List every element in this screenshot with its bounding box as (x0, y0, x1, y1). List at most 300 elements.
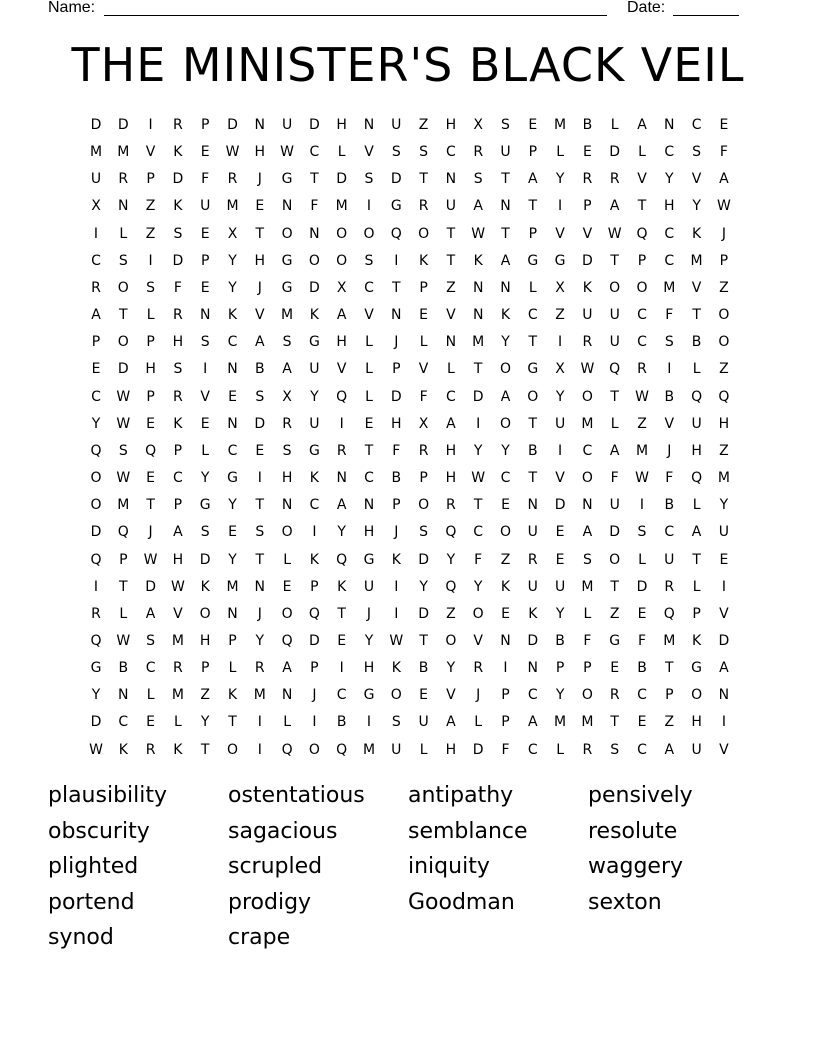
grid-letter: Y (228, 252, 237, 269)
grid-letter: W (116, 415, 131, 432)
grid-letter: Q (445, 524, 457, 541)
letter-grid (82, 112, 738, 764)
header (0, 0, 816, 20)
grid-letter: I (312, 714, 317, 731)
grid-letter: G (527, 252, 539, 269)
grid-letter: D (390, 171, 402, 188)
grid-letter: R (473, 144, 484, 161)
grid-row (82, 682, 738, 709)
grid-letter: U (90, 171, 102, 188)
grid-letter: T (119, 307, 128, 324)
grid-letter: M (226, 578, 239, 595)
grid-letter: S (501, 117, 510, 133)
grid-letter: G (363, 551, 375, 568)
grid-letter: E (91, 361, 101, 378)
grid-letter: Y (446, 551, 456, 568)
grid-letter: O (581, 687, 593, 704)
grid-letter: O (499, 524, 512, 541)
grid-row (82, 737, 738, 764)
grid-letter: N (445, 171, 457, 188)
grid-letter: E (419, 307, 429, 324)
grid-letter: D (390, 388, 402, 405)
grid-letter: F (665, 307, 674, 324)
grid-letter: L (365, 334, 373, 351)
grid-letter: T (610, 252, 619, 269)
grid-letter: H (718, 415, 730, 432)
grid-letter: W (225, 144, 240, 161)
grid-letter: S (364, 252, 374, 269)
grid-letter: M (117, 497, 130, 514)
grid-letter: W (389, 632, 404, 649)
grid-letter: H (281, 470, 293, 487)
grid-letter: R (664, 578, 675, 595)
grid-letter: U (609, 334, 620, 351)
grid-letter: O (609, 551, 621, 568)
grid-letter: G (281, 279, 293, 296)
grid-letter: B (391, 470, 402, 487)
grid-letter: K (500, 578, 511, 595)
grid-letter: X (418, 415, 429, 432)
grid-letter: E (637, 605, 647, 622)
grid-letter: P (692, 605, 701, 622)
grid-letter: I (257, 741, 262, 758)
grid-letter: A (500, 252, 511, 269)
grid-letter: F (201, 171, 210, 188)
grid-letter: T (255, 225, 265, 242)
grid-letter: A (582, 524, 593, 541)
grid-letter: C (173, 470, 183, 487)
grid-letter: V (446, 307, 456, 324)
grid-letter: D (90, 117, 102, 133)
grid-letter: L (283, 714, 291, 731)
grid-letter: I (339, 660, 344, 677)
grid-letter: E (419, 687, 429, 704)
grid-letter: Y (310, 388, 319, 405)
grid-letter: P (392, 361, 401, 378)
word-list-item: waggery (588, 854, 684, 879)
grid-letter: A (528, 171, 538, 188)
grid-letter: D (609, 144, 621, 161)
grid-letter: S (255, 524, 265, 541)
grid-letter: N (281, 198, 293, 215)
grid-letter: I (257, 714, 262, 731)
grid-letter: N (118, 687, 129, 704)
grid-letter: V (691, 171, 702, 188)
grid-letter: Q (636, 225, 648, 242)
grid-letter: J (721, 225, 726, 242)
grid-letter: Y (555, 388, 565, 405)
grid-letter: Q (281, 632, 293, 649)
grid-letter: A (609, 442, 620, 459)
grid-letter: H (145, 361, 156, 378)
name-label: Name: (48, 0, 96, 16)
grid-letter: C (364, 279, 374, 296)
grid-letter: F (610, 470, 619, 487)
grid-letter: W (471, 470, 486, 487)
grid-letter: U (527, 524, 538, 541)
grid-letter: V (446, 687, 456, 704)
grid-letter: S (255, 388, 265, 405)
grid-letter: P (419, 470, 428, 487)
grid-letter: J (148, 524, 153, 541)
grid-letter: P (719, 252, 729, 269)
grid-letter: C (91, 252, 101, 269)
grid-letter: J (394, 524, 399, 541)
grid-letter: S (473, 171, 483, 188)
grid-letter: E (228, 524, 237, 541)
grid-letter: R (145, 741, 156, 758)
grid-letter: W (116, 470, 131, 487)
grid-letter: B (527, 442, 538, 459)
grid-letter: X (282, 388, 292, 405)
grid-letter: H (172, 551, 184, 568)
grid-letter: Z (555, 307, 565, 324)
grid-letter: V (555, 470, 565, 487)
grid-letter: L (228, 660, 237, 677)
grid-letter: I (394, 252, 399, 269)
grid-letter: C (227, 442, 238, 459)
grid-letter: V (145, 144, 156, 161)
grid-letter: Z (500, 551, 511, 568)
grid-letter: A (528, 714, 538, 731)
grid-letter: W (716, 198, 731, 215)
grid-letter: S (118, 252, 128, 269)
grid-letter: Y (255, 632, 265, 649)
grid-letter: T (473, 361, 483, 378)
grid-letter: X (555, 361, 565, 378)
grid-letter: S (391, 714, 401, 731)
grid-letter: Z (637, 415, 647, 432)
grid-letter: Y (200, 470, 210, 487)
grid-letter: V (173, 605, 183, 622)
grid-letter: M (690, 252, 703, 269)
grid-letter: R (336, 442, 347, 459)
grid-letter: Y (91, 687, 101, 704)
grid-letter: M (554, 117, 567, 133)
grid-letter: N (500, 279, 511, 296)
grid-letter: L (365, 388, 373, 405)
grid-letter: T (119, 578, 128, 595)
grid-letter: O (336, 252, 348, 269)
grid-letter: V (664, 415, 675, 432)
grid-letter: D (309, 279, 320, 296)
grid-letter: D (90, 524, 102, 541)
grid-letter: E (146, 415, 156, 432)
grid-letter: I (558, 198, 563, 215)
grid-letter: E (228, 388, 237, 405)
grid-letter: M (554, 714, 567, 731)
grid-letter: K (692, 225, 702, 242)
grid-letter: K (309, 470, 319, 487)
grid-letter: G (308, 442, 320, 459)
grid-letter: Y (555, 687, 565, 704)
word-list-item: synod (48, 925, 114, 950)
grid-letter: T (665, 660, 674, 677)
word-list-item: crape (228, 925, 291, 950)
grid-letter: A (609, 198, 620, 215)
grid-letter: E (200, 144, 210, 161)
grid-letter: N (500, 632, 511, 649)
grid-letter: P (119, 551, 128, 568)
grid-letter: N (336, 470, 347, 487)
word-list-item: pensively (588, 783, 693, 808)
grid-letter: R (418, 442, 429, 459)
grid-letter: U (418, 714, 429, 731)
grid-letter: P (419, 279, 428, 296)
grid-letter: M (253, 687, 266, 704)
grid-letter: Y (473, 442, 483, 459)
grid-letter: C (446, 388, 456, 405)
grid-letter: Y (337, 524, 346, 541)
grid-letter: P (91, 334, 101, 351)
grid-letter: Y (473, 578, 483, 595)
grid-letter: N (254, 578, 266, 595)
grid-letter: T (610, 578, 619, 595)
grid-letter: Q (90, 632, 102, 649)
grid-letter: I (394, 605, 399, 622)
grid-letter: V (200, 388, 210, 405)
grid-letter: L (201, 442, 210, 459)
grid-letter: S (200, 334, 210, 351)
grid-letter: M (362, 741, 376, 758)
grid-letter: Y (665, 171, 674, 188)
grid-letter: K (173, 415, 183, 432)
grid-letter: Q (145, 442, 157, 459)
grid-letter: V (255, 307, 265, 324)
grid-letter: U (363, 578, 375, 595)
grid-letter: E (528, 117, 538, 133)
grid-letter: Q (336, 388, 348, 405)
grid-letter: H (445, 470, 457, 487)
grid-letter: N (664, 117, 675, 133)
grid-letter: T (501, 171, 510, 188)
word-list-item: scrupled (228, 854, 323, 879)
grid-letter: J (257, 605, 262, 622)
grid-letter: S (610, 741, 620, 758)
grid-letter: W (116, 388, 131, 405)
grid-letter: D (145, 578, 156, 595)
word-list-item: sagacious (228, 818, 338, 844)
grid-letter: O (499, 415, 512, 432)
grid-letter: N (363, 117, 375, 133)
grid-letter: U (582, 307, 593, 324)
word-list-item: ostentatious (228, 783, 365, 808)
grid-letter: E (255, 198, 265, 215)
grid-letter: R (227, 171, 238, 188)
grid-letter: X (473, 117, 483, 133)
grid-letter: S (146, 279, 156, 296)
grid-letter: M (581, 415, 594, 432)
grid-letter: L (556, 144, 564, 161)
grid-letter: G (691, 660, 703, 677)
grid-letter: Z (418, 117, 429, 133)
grid-letter: Q (390, 225, 402, 242)
grid-letter: S (391, 144, 401, 161)
grid-letter: G (390, 198, 402, 215)
grid-letter: P (173, 442, 183, 459)
grid-letter: C (637, 741, 647, 758)
grid-letter: I (312, 524, 317, 541)
grid-letter: B (691, 334, 702, 351)
grid-row (82, 438, 738, 465)
grid-letter: W (170, 578, 185, 595)
grid-letter: O (418, 497, 430, 514)
grid-letter: C (637, 307, 647, 324)
grid-letter: T (501, 225, 510, 242)
grid-letter: S (582, 551, 592, 568)
grid-letter: W (607, 225, 622, 242)
word-list-item: semblance (408, 818, 528, 844)
grid-letter: C (527, 741, 538, 758)
grid-letter: M (171, 632, 184, 649)
grid-letter: S (637, 524, 647, 541)
grid-letter: W (471, 225, 486, 242)
grid-letter: E (200, 415, 210, 432)
grid-letter: D (309, 632, 320, 649)
grid-letter: G (199, 497, 211, 514)
grid-letter: R (582, 171, 593, 188)
grid-letter: I (721, 714, 726, 731)
grid-letter: L (610, 117, 619, 133)
grid-row (82, 248, 738, 275)
grid-letter: L (146, 687, 155, 704)
grid-letter: O (718, 334, 730, 351)
grid-letter: N (445, 334, 457, 351)
grid-letter: D (227, 117, 238, 133)
grid-letter: I (366, 714, 372, 731)
grid-letter: A (282, 660, 292, 677)
grid-letter: Q (281, 741, 293, 758)
grid-letter: N (527, 497, 539, 514)
grid-letter: T (228, 714, 237, 731)
grid-letter: M (171, 687, 184, 704)
grid-letter: R (446, 497, 456, 514)
grid-letter: M (226, 198, 239, 215)
grid-letter: E (200, 279, 210, 296)
grid-letter: V (473, 632, 483, 649)
grid-letter: V (691, 279, 702, 296)
grid-letter: L (556, 741, 564, 758)
grid-letter: N (527, 660, 539, 677)
grid-letter: T (255, 497, 265, 514)
grid-letter: A (500, 388, 511, 405)
grid-letter: D (117, 361, 129, 378)
grid-letter: A (691, 524, 702, 541)
grid-letter: T (610, 714, 619, 731)
grid-letter: T (610, 388, 619, 405)
grid-letter: I (558, 442, 563, 459)
grid-letter: P (310, 660, 319, 677)
grid-letter: G (227, 470, 238, 487)
grid-letter: G (281, 171, 293, 188)
grid-letter: Y (228, 551, 237, 568)
grid-letter: D (117, 117, 129, 133)
grid-letter: T (200, 741, 210, 758)
grid-letter: K (582, 279, 592, 296)
grid-letter: S (200, 524, 210, 541)
grid-letter: N (227, 361, 238, 378)
grid-letter: T (146, 497, 155, 514)
grid-letter: X (555, 279, 565, 296)
grid-letter: P (200, 252, 210, 269)
grid-letter: S (364, 171, 374, 188)
grid-letter: M (472, 334, 485, 351)
grid-letter: K (309, 307, 319, 324)
grid-letter: Y (200, 714, 210, 731)
grid-letter: T (473, 497, 483, 514)
grid-letter: N (227, 415, 238, 432)
grid-letter: Y (501, 442, 510, 459)
grid-letter: L (638, 144, 646, 161)
grid-letter: V (637, 171, 647, 188)
grid-letter: T (528, 334, 538, 351)
grid-letter: E (337, 632, 347, 649)
grid-letter: Y (555, 605, 565, 622)
grid-letter: P (583, 660, 592, 677)
grid-letter: F (173, 279, 182, 296)
grid-letter: J (394, 334, 399, 351)
grid-letter: E (637, 714, 647, 731)
grid-letter: C (364, 470, 374, 487)
word-list-item: Goodman (408, 889, 515, 915)
grid-letter: F (665, 470, 674, 487)
grid-letter: K (419, 252, 429, 269)
grid-letter: G (363, 687, 375, 704)
word-list-item: antipathy (408, 783, 514, 808)
grid-letter: T (637, 198, 647, 215)
grid-letter: L (173, 714, 182, 731)
grid-letter: U (664, 551, 675, 568)
grid-letter: B (336, 714, 347, 731)
grid-letter: Y (364, 632, 374, 649)
grid-letter: P (146, 388, 155, 405)
grid-letter: U (609, 497, 620, 514)
grid-letter: A (145, 605, 156, 622)
grid-letter: N (363, 497, 375, 514)
grid-letter: A (719, 171, 729, 188)
grid-letter: A (664, 741, 675, 758)
grid-letter: N (500, 198, 511, 215)
grid-letter: T (528, 415, 538, 432)
grid-letter: T (364, 442, 374, 459)
grid-letter: H (391, 415, 402, 432)
grid-letter: K (337, 578, 347, 595)
grid-letter: I (667, 361, 672, 378)
date-blank-line (673, 15, 739, 16)
grid-row (82, 709, 738, 736)
grid-letter: L (610, 415, 619, 432)
grid-letter: H (254, 144, 266, 161)
grid-letter: S (419, 524, 429, 541)
grid-letter: L (337, 144, 346, 161)
grid-letter: U (554, 415, 566, 432)
grid-letter: E (719, 117, 729, 133)
grid-letter: C (582, 442, 593, 459)
grid-letter: W (280, 144, 295, 161)
grid-letter: A (446, 415, 456, 432)
grid-letter: Y (419, 578, 428, 595)
grid-letter: V (555, 225, 565, 242)
grid-letter: D (609, 524, 621, 541)
grid-letter: C (527, 307, 538, 324)
grid-letter: I (257, 470, 262, 487)
grid-letter: O (609, 279, 621, 296)
grid-letter: W (143, 551, 158, 568)
grid-letter: B (118, 660, 129, 677)
grid-letter: E (200, 225, 210, 242)
grid-letter: M (281, 307, 294, 324)
grid-letter: Z (664, 714, 675, 731)
